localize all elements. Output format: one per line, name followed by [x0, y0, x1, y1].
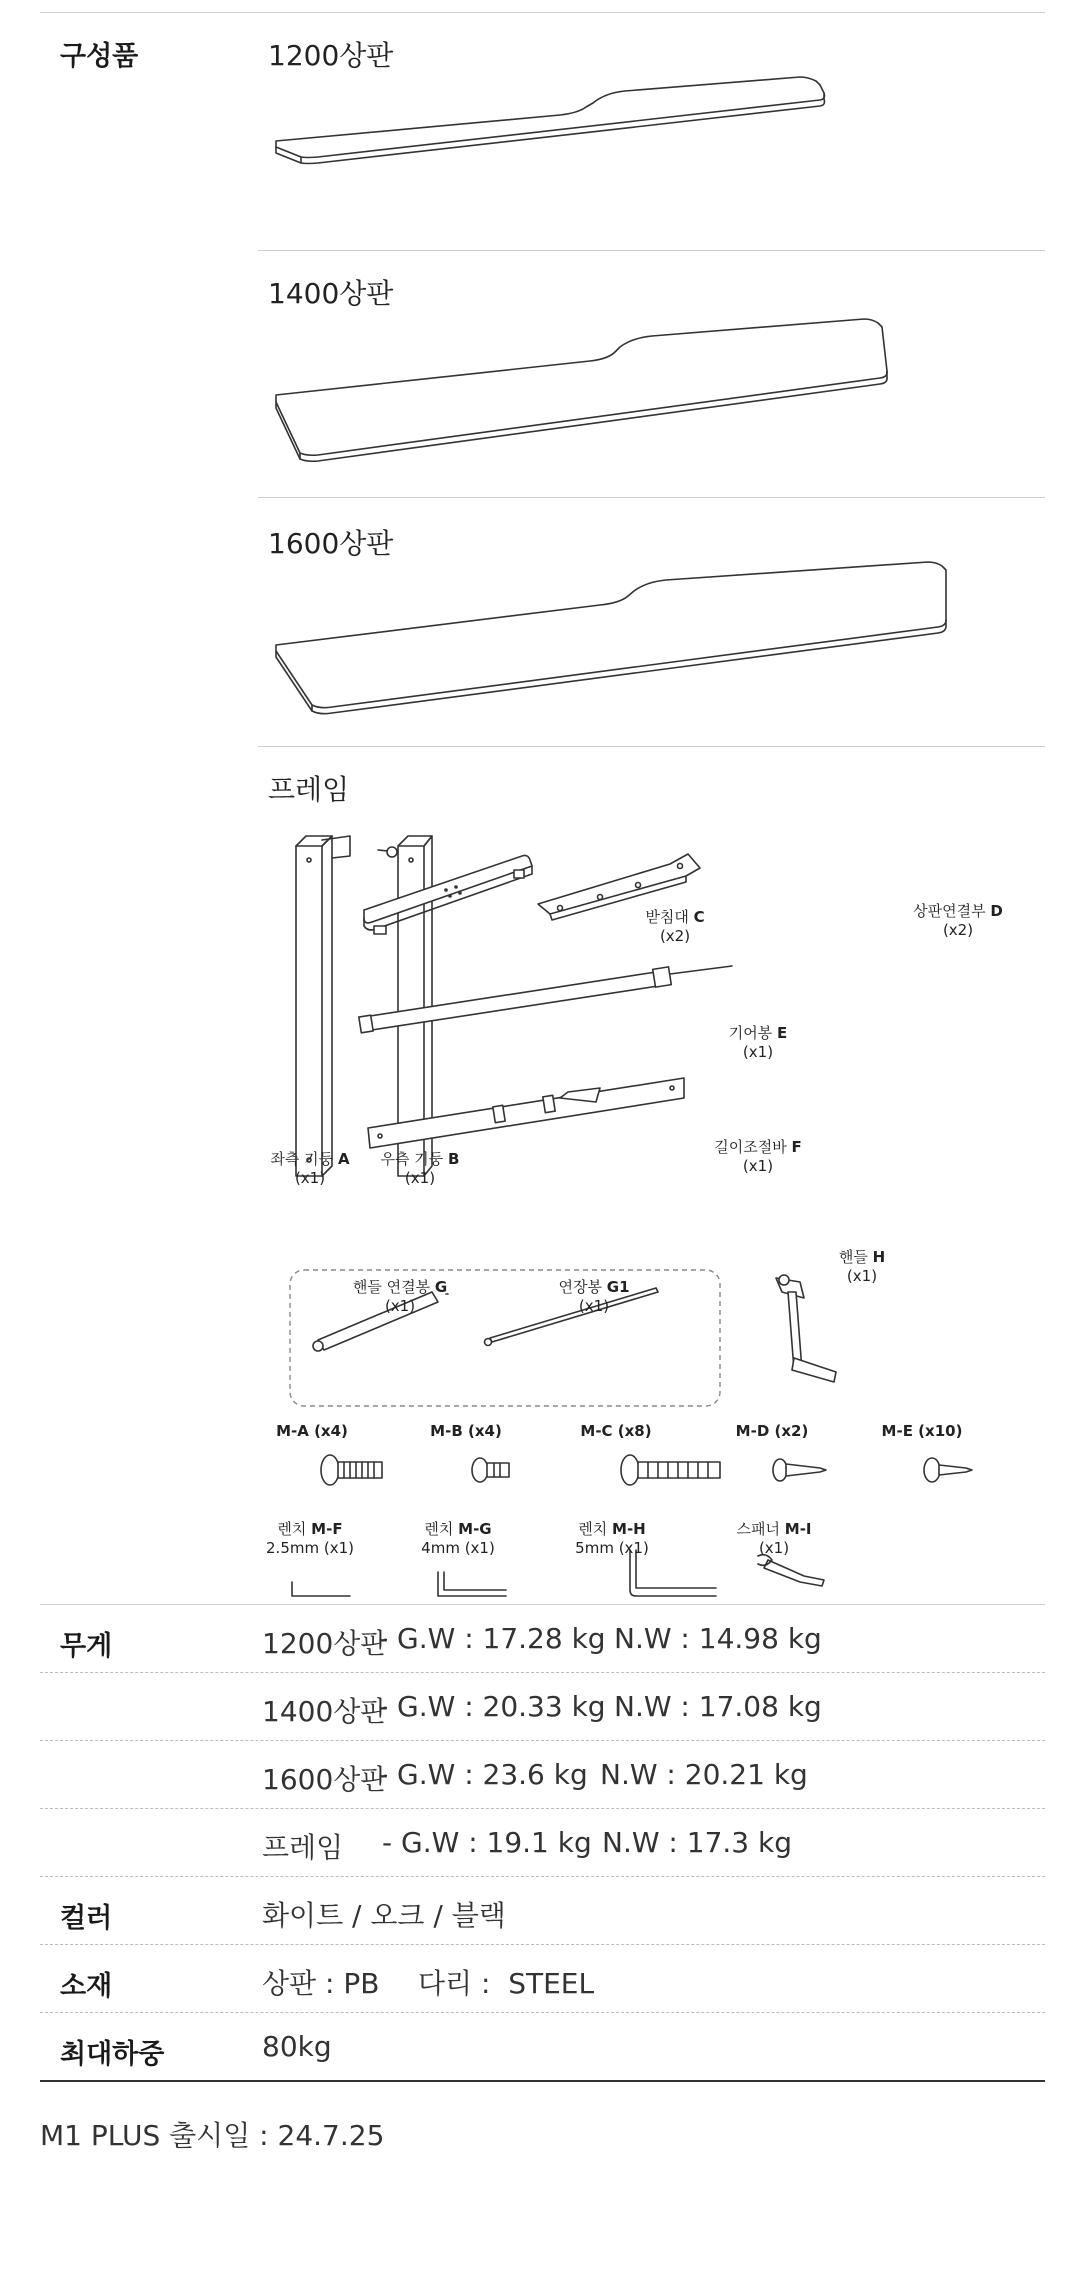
- weight-row-1200-item: 1200상판: [262, 1627, 388, 1660]
- material-label: 소재: [60, 1971, 113, 2002]
- screw-me-caption: M-E (x10): [881, 1422, 963, 1440]
- screw-me-drawing: [924, 1458, 972, 1482]
- weight-row-1400-nw: N.W : 17.08 kg: [614, 1690, 822, 1723]
- weight-label: 무게: [60, 1631, 113, 1662]
- release-date: M1 PLUS 출시일 : 24.7.25: [40, 2119, 385, 2152]
- weight-row-frame-gw: - G.W : 19.1 kg: [382, 1826, 592, 1859]
- connector-caption: 상판연결부 D (x2): [913, 902, 1003, 939]
- height-bar-caption: 길이조절바 F (x1): [714, 1138, 802, 1175]
- left-leg-drawing: [296, 836, 350, 1176]
- handle-rod-caption: 핸들 연결봉 G (x1): [352, 1278, 448, 1315]
- weight-row-1600-nw: N.W : 20.21 kg: [600, 1758, 808, 1791]
- divider-1400: [258, 497, 1045, 498]
- screw-md-drawing: [773, 1459, 826, 1481]
- divider-material: [40, 1944, 1045, 1945]
- material-top: 상판 : PB: [262, 1967, 380, 2000]
- spanner-caption: 스패너 M-I (x1): [736, 1520, 812, 1557]
- screw-mc-drawing: [621, 1455, 720, 1485]
- weight-row-1600-gw: - G.W : 23.6 kg: [378, 1758, 588, 1791]
- screw-ma-drawing: [321, 1455, 382, 1485]
- divider-weight: [40, 1604, 1045, 1605]
- top-1200-drawing: [260, 65, 840, 225]
- wrench-mg-caption: 렌치 M-G 4mm (x1): [421, 1520, 495, 1557]
- max-load-label: 최대하중: [60, 2039, 165, 2070]
- composition-label: 구성품: [60, 41, 139, 72]
- weight-row-1200-gw: - G.W : 17.28 kg: [378, 1622, 606, 1655]
- screw-mb-drawing: [472, 1458, 509, 1482]
- weight-row-1200-nw: N.W : 14.98 kg: [614, 1622, 822, 1655]
- wrench-mf-drawing: [292, 1582, 350, 1596]
- weight-row-1400-gw: - G.W : 20.33 kg: [378, 1690, 606, 1723]
- top-divider: [40, 12, 1045, 13]
- divider-color: [40, 1876, 1045, 1877]
- color-label: 컬러: [60, 1903, 113, 1934]
- wrench-mf-caption: 렌치 M-F 2.5mm (x1): [266, 1520, 354, 1557]
- top-1200-label: 1200상판: [268, 39, 394, 72]
- divider-1200: [258, 250, 1045, 251]
- weight-row-frame-nw: N.W : 17.3 kg: [602, 1826, 792, 1859]
- wrench-mg-drawing: [438, 1572, 506, 1596]
- top-1600-label: 1600상판: [268, 527, 394, 560]
- weight-row-1400-item: 1400상판: [262, 1695, 388, 1728]
- divider-weight-3: [40, 1808, 1045, 1809]
- spanner-drawing: [758, 1555, 824, 1586]
- top-1600-drawing: [260, 555, 960, 725]
- handle-drawing: [446, 1275, 836, 1382]
- weight-row-1600-item: 1600상판: [262, 1763, 388, 1796]
- foot-drawing: [364, 856, 532, 935]
- divider-weight-2: [40, 1740, 1045, 1741]
- weight-row-frame-item: 프레임: [262, 1831, 344, 1864]
- gear-rod-caption: 기어봉 E (x1): [728, 1024, 788, 1061]
- left-leg-caption: 좌측 기둥 A (x1): [270, 1150, 350, 1187]
- handle-caption: 핸들 H (x1): [838, 1248, 886, 1285]
- max-load-value: 80kg: [262, 2030, 332, 2063]
- foot-caption: 받침대 C (x2): [645, 908, 705, 945]
- extension-rod-caption: 연장봉 G1 (x1): [558, 1278, 630, 1315]
- wrench-mh-caption: 렌치 M-H 5mm (x1): [575, 1520, 649, 1557]
- divider-1600: [258, 746, 1045, 747]
- top-1400-label: 1400상판: [268, 277, 394, 310]
- color-value: 화이트 / 오크 / 블랙: [262, 1899, 506, 1932]
- screw-ma-caption: M-A (x4): [276, 1422, 348, 1440]
- screw-md-caption: M-D (x2): [735, 1422, 809, 1440]
- frame-label: 프레임: [268, 773, 350, 806]
- frame-parts-drawing: [260, 830, 1040, 1620]
- divider-weight-1: [40, 1672, 1045, 1673]
- material-legs: 다리 : STEEL: [418, 1967, 595, 2000]
- top-1400-drawing: [260, 305, 900, 475]
- screw-mb-caption: M-B (x4): [430, 1422, 502, 1440]
- divider-load: [40, 2012, 1045, 2013]
- table-bottom-rule: [40, 2080, 1045, 2082]
- right-leg-caption: 우측 기둥 B (x1): [380, 1150, 460, 1187]
- screw-mc-caption: M-C (x8): [580, 1422, 652, 1440]
